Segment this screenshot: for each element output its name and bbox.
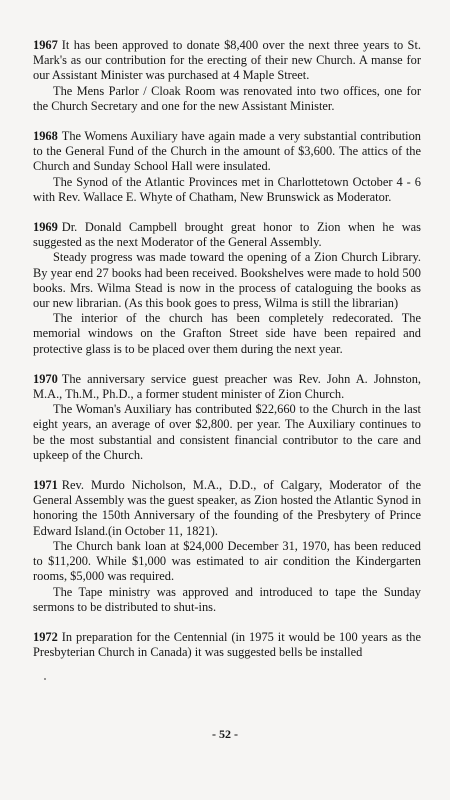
entry-1972 — [33, 630, 421, 660]
year-heading: 1972 — [33, 629, 58, 644]
paragraph: The Church bank loan at $24,000 December 31, 1970, has been reduced to $11,200. While $1,000 was estimated to air condition the Kindergarten rooms, $5,000 was required. — [33, 538, 421, 584]
entry-1969 — [33, 220, 421, 357]
year-heading: 1968 — [33, 129, 58, 144]
paragraph-text: In preparation for the Centennial (in 1975 it would be 100 years as the Presbyterian Church in Canada) it was suggested bells be installed — [33, 629, 421, 660]
paragraph: The Synod of the Atlantic Provinces met in Charlottetown October 4 - 6 with Rev. Wallace E. Whyte of Chatham, New Brunswick as Moderator. — [33, 174, 421, 204]
paragraph-text: It has been approved to donate $8,400 over the next three years to St. Mark's as our contribution for the erecting of their new Church. A manse for our Assistant Minister was purchased at 4 Maple Street. — [33, 38, 421, 83]
year-heading: 1967 — [33, 38, 58, 52]
paragraph — [33, 630, 421, 660]
entry-1970 — [33, 372, 421, 463]
year-heading: 1969 — [33, 220, 58, 235]
paragraph — [33, 129, 421, 175]
paragraph: The interior of the church has been completely redecorated. The memorial windows on the Grafton Street side have been repaired and protective glass is to be placed over them during the next year. — [33, 311, 421, 356]
year-heading: 1971 — [33, 478, 58, 493]
paragraph: The Tape ministry was approved and introduced to tape the Sunday sermons to be distributed to shut-ins. — [33, 584, 421, 614]
entry-1971 — [33, 478, 421, 615]
year-heading: 1970 — [33, 371, 58, 386]
paragraph-text: Rev. Murdo Nicholson, M.A., D.D., of Calgary, Moderator of the General Assembly was the guest speaker, as Zion hosted the Atlantic Synod in honoring the 150th Anniversary of the founding of the Presbytery of Prince Edward Island.(in October 11, 1821). — [33, 478, 422, 538]
paragraph — [33, 38, 421, 84]
paragraph — [33, 372, 421, 402]
paragraph: Steady progress was made toward the opening of a Zion Church Library. By year end 27 books had been received. Bookshelves were made to hold 500 books. Mrs. Wilma Stead is now in the process of cataloguing the books as our new librarian. (As this book goes to press, Wilma is still the librarian) — [33, 250, 421, 311]
paragraph-text: The anniversary service guest preacher was Rev. John A. Johnston, M.A., Th.M., Ph.D., a former student minister of Zion Church. — [33, 371, 421, 402]
page-number: - 52 - — [212, 727, 238, 741]
paragraph — [33, 478, 421, 539]
paragraph-text: The Womens Auxiliary have again made a very substantial contribution to the General Fund of the Church in the amount of $3,600. The attics of the Church and Sunday School Hall were insulated. — [33, 129, 421, 174]
page-body — [33, 38, 421, 675]
entry-1967 — [33, 38, 421, 114]
paragraph: The Woman's Auxiliary has contributed $22,660 to the Church in the last eight years, an average of over $2,800. per year. The Auxiliary continues to be the most substantial and consistent financial contributor to the care and upkeep of the Church. — [33, 402, 421, 462]
paragraph: The Mens Parlor / Cloak Room was renovated into two offices, one for the Church Secretary and one for the new Assistant Minister. — [33, 83, 421, 113]
entry-1968 — [33, 129, 421, 205]
paragraph — [33, 220, 421, 250]
scan-speck — [44, 678, 46, 680]
paragraph-text: Dr. Donald Campbell brought great honor to Zion when he was suggested as the next Moderator of the General Assembly. — [33, 220, 421, 250]
